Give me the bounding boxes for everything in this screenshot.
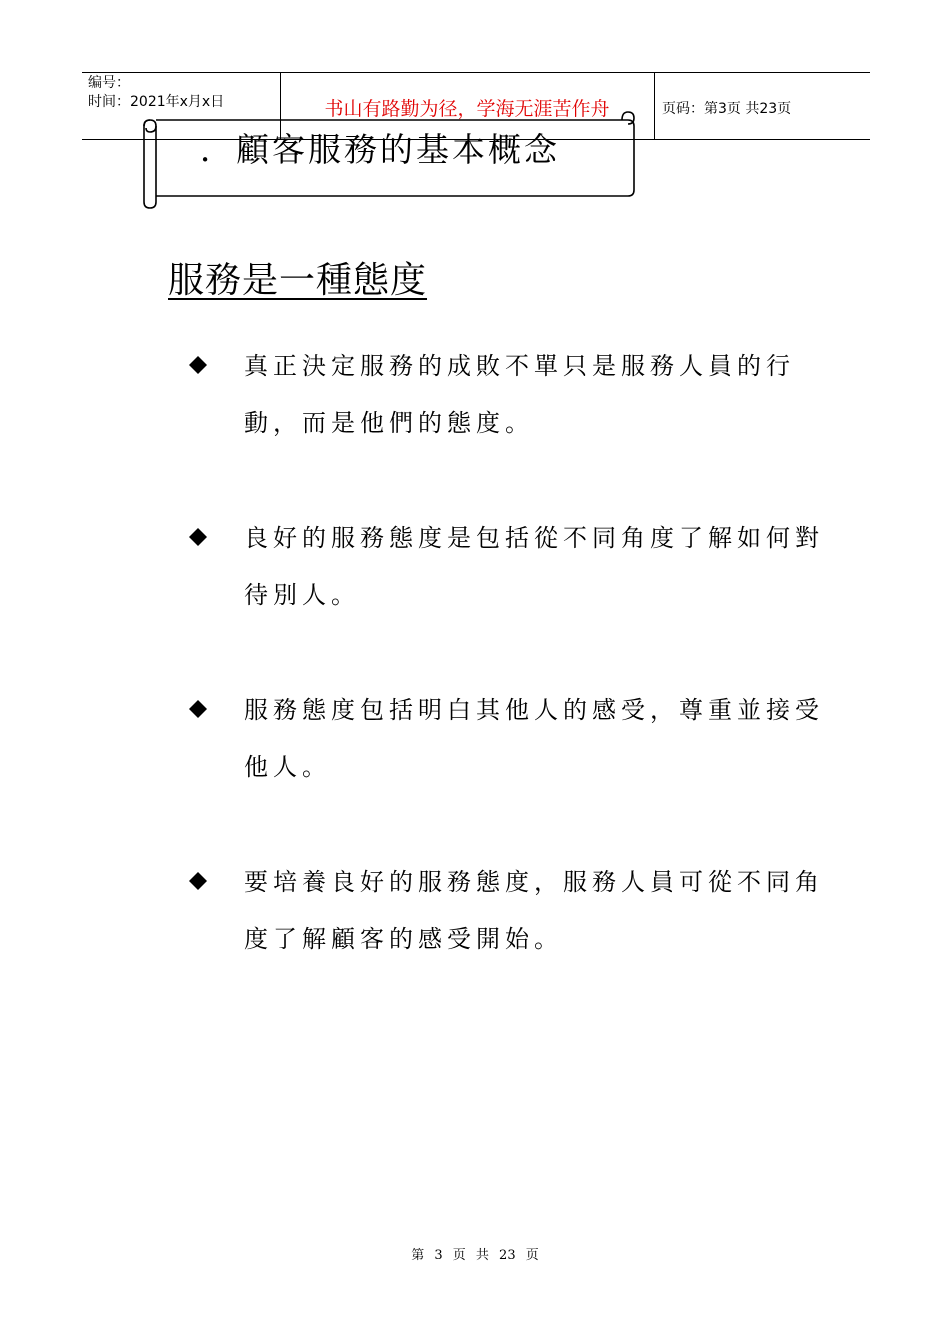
diamond-bullet-icon	[188, 699, 208, 719]
footer-page-number: 第 3 页 共 23 页	[411, 1248, 539, 1263]
header-page-label: 页码：第3页 共23页	[662, 101, 792, 117]
diamond-bullet-icon	[188, 871, 208, 891]
header-meta	[88, 74, 224, 112]
list-item	[186, 854, 866, 1026]
header-divider-right	[654, 72, 655, 139]
date-label: 时间：2021年x月x日	[88, 94, 225, 110]
header-top-rule	[82, 72, 870, 73]
bullet-text: 要培養良好的服務態度，服務人員可從不同角度了解顧客的感受開始。	[244, 868, 824, 953]
bullet-list	[186, 338, 866, 1026]
bullet-text: 服務態度包括明白其他人的感受，尊重並接受他人。	[244, 696, 824, 781]
diamond-bullet-icon	[188, 527, 208, 547]
diamond-bullet-icon	[188, 355, 208, 375]
list-item	[186, 510, 866, 682]
serial-label: 编号：	[88, 75, 130, 91]
banner-title: ．顧客服務的基本概念	[200, 130, 560, 169]
list-item	[186, 338, 866, 510]
bullet-text: 良好的服務態度是包括從不同角度了解如何對待別人。	[244, 524, 824, 609]
header-motto: 书山有路勤为径，学海无涯苦作舟	[324, 98, 610, 120]
section-heading: 服務是一種態度	[168, 260, 428, 301]
list-item	[186, 682, 866, 854]
bullet-text: 真正決定服務的成敗不單只是服務人員的行動，而是他們的態度。	[244, 352, 795, 437]
